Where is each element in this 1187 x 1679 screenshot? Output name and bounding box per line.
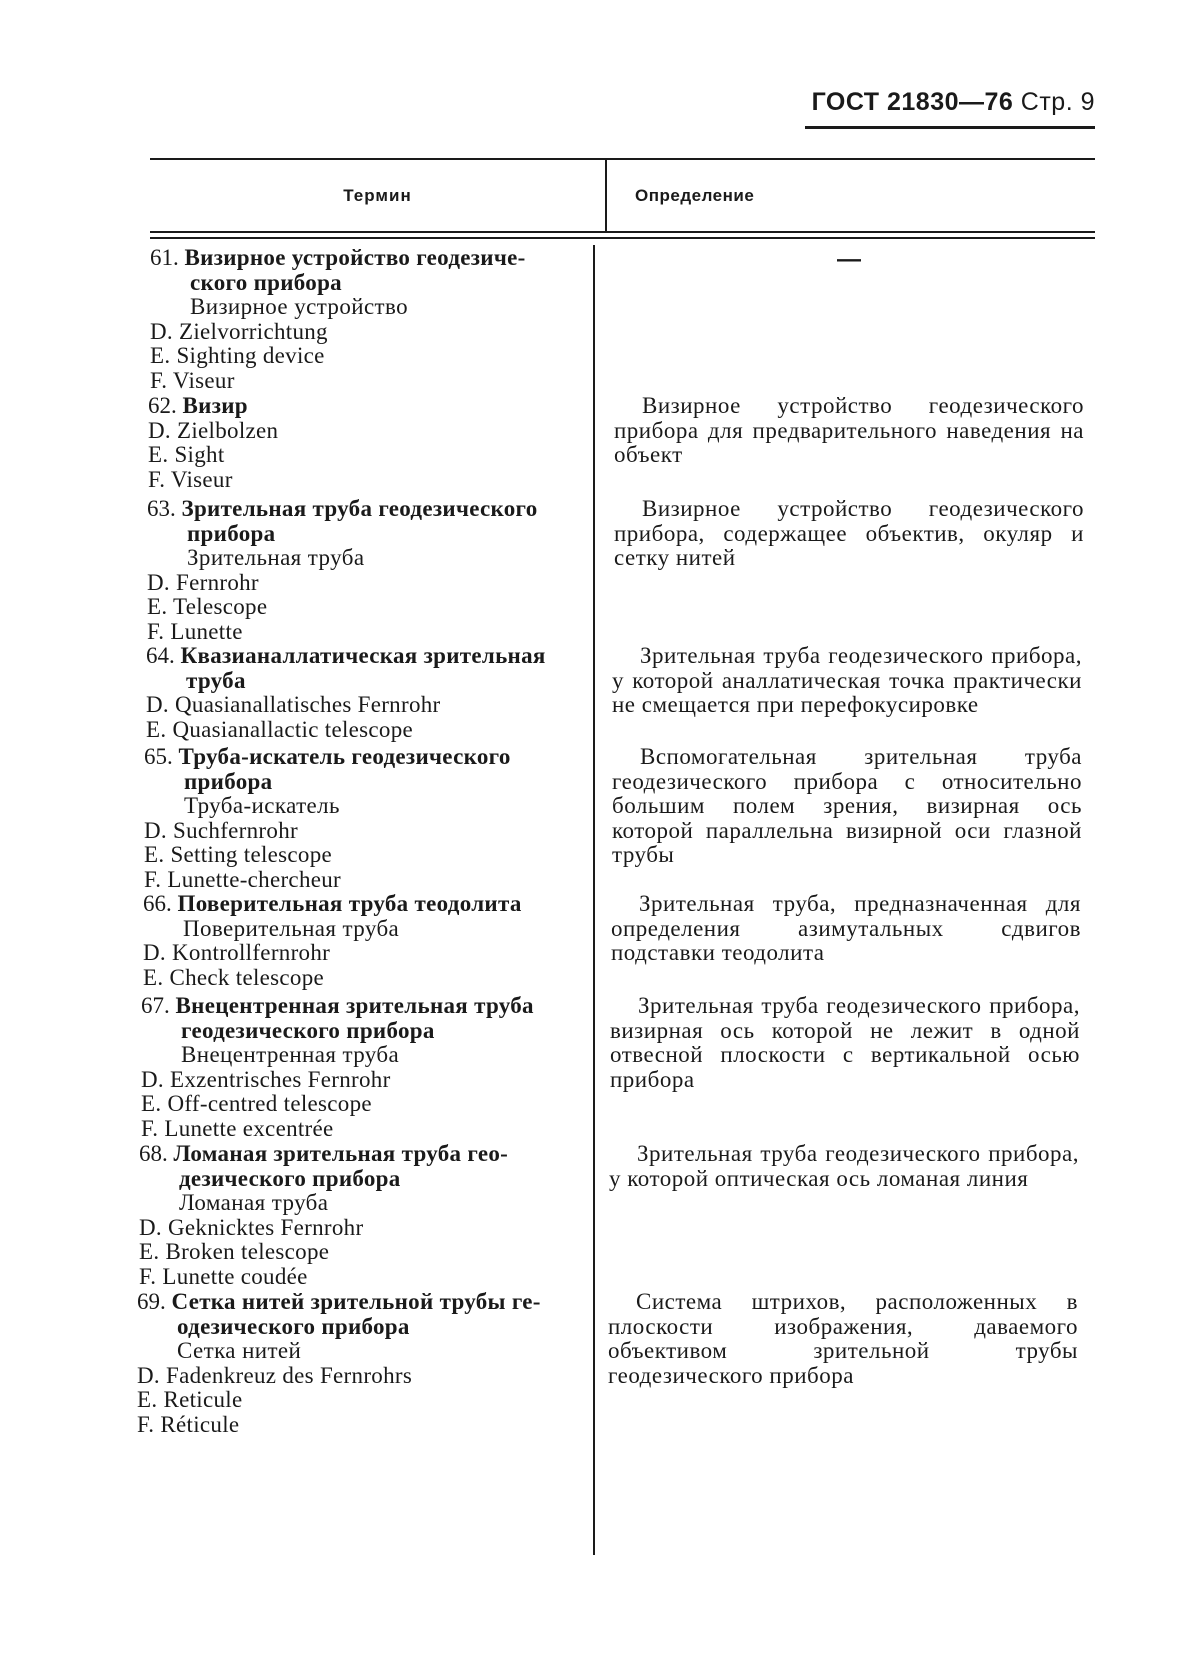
term-short-form: Зрительная труба [187,545,365,570]
term-short-form: Поверительная труба [183,915,400,941]
definition-text: Зрительная труба геодезического прибора, визирная ось которой не лежит в одной отвесной плоскости с вертикальной осью прибора [610,993,1080,1092]
term-cell [146,644,586,742]
page-number: Стр. 9 [1020,88,1095,116]
term-number: 64. [146,643,181,668]
foreign-equivalent: D. Kontrollfernrohr [143,940,331,965]
term-number: 62. [148,393,183,418]
term-heading [141,994,581,1019]
foreign-equivalent: F. Lunette coudée [139,1263,308,1289]
term-heading-continuation [147,522,587,547]
term-cell [141,994,581,1141]
term-name: геодезического прибора [181,1017,435,1043]
term-heading [146,644,586,669]
term-name: одезического прибора [177,1313,410,1339]
foreign-equivalent: E. Off-centred telescope [141,1091,372,1116]
term-cell [147,497,587,644]
foreign-equivalent: F. Viseur [150,367,235,393]
foreign-equivalent: D. Fadenkreuz des Fernrohrs [137,1362,413,1388]
definition-dash: — [837,246,861,273]
term-number: 68. [139,1141,174,1166]
term-cell [137,1290,577,1437]
foreign-equivalent: E. Sighting device [150,343,325,368]
foreign-equivalent: E. Broken telescope [139,1239,330,1264]
term-name: Визир [182,393,248,418]
term-name: Визирное устройство геодезиче- [184,245,526,270]
foreign-equivalent: E. Quasianallactic telescope [146,716,414,742]
term-column-header: Термин [343,186,412,205]
term-number: 61. [150,245,185,270]
term-name: Ломаная зрительная труба гео- [173,1141,509,1166]
definition-text: Зрительная труба, предназначенная для определения азимутальных сдвигов подставки теодолита [611,891,1081,965]
term-cell [144,745,584,892]
term-heading-continuation [137,1315,577,1340]
term-short-form: Ломаная труба [179,1190,329,1215]
foreign-equivalent: E. Check telescope [143,964,325,990]
term-heading [139,1142,579,1167]
foreign-equivalent: F. Lunette-chercheur [144,866,342,892]
foreign-equivalent: E. Setting telescope [144,842,333,867]
foreign-equivalent: D. Fernrohr [147,569,259,595]
term-heading-continuation [150,271,590,296]
foreign-equivalent: E. Telescope [147,594,268,619]
foreign-equivalent: D. Exzentrisches Fernrohr [141,1066,391,1092]
foreign-equivalent: F. Réticule [137,1411,240,1437]
foreign-equivalent: F. Lunette [147,618,243,644]
term-name: дезического прибора [179,1165,401,1191]
term-number: 67. [141,993,176,1018]
term-name: Квазианаллатическая зрительная [180,643,546,668]
foreign-equivalent: D. Zielbolzen [148,417,279,443]
foreign-equivalent: F. Lunette excentrée [141,1115,334,1141]
term-heading [144,745,584,770]
foreign-equivalent: E. Sight [148,442,225,467]
term-number: 65. [144,744,179,769]
term-name: Сетка нитей зрительной трубы ге- [171,1289,541,1314]
definition-text: Вспомогательная зрительная труба геодезического прибора с относительно большим полем зрения, визирная ось которой параллельна визирной оси глазной трубы [612,744,1082,867]
term-heading-continuation [141,1019,581,1044]
definition-text: Зрительная труба геодезического прибора, у которой оптическая ось ломаная линия [609,1141,1079,1191]
term-name: Внецентренная зрительная труба [175,993,534,1018]
foreign-equivalent: D. Suchfernrohr [144,817,298,843]
term-cell [148,394,588,492]
term-heading [147,497,587,522]
term-short-form: Труба-искатель [184,793,340,818]
term-heading [148,394,588,419]
foreign-equivalent: D. Quasianallatisches Fernrohr [146,692,441,717]
term-heading-continuation [144,770,584,795]
definition-text: Визирное устройство геодезического прибора, содержащее объектив, окуляр и сетку нитей [614,496,1084,570]
term-short-form: Сетка нитей [177,1338,302,1363]
term-number: 63. [147,496,182,521]
definition-text: Визирное устройство геодезического прибора для предварительного наведения на объект [614,393,1084,467]
term-cell [143,892,583,990]
term-name: прибора [184,768,273,794]
definition-text: Система штрихов, расположенных в плоскости изображения, даваемого объективом зрительной трубы геодезического прибора [608,1289,1078,1388]
term-heading [143,892,583,917]
term-short-form: Визирное устройство [190,294,409,319]
foreign-equivalent: D. Geknicktes Fernrohr [139,1214,364,1240]
term-number: 69. [137,1289,172,1314]
term-cell [139,1142,579,1289]
term-heading-continuation [146,669,586,694]
foreign-equivalent: F. Viseur [148,466,233,492]
definition-column-header: Определение [635,186,755,205]
foreign-equivalent: D. Zielvorrichtung [150,318,328,344]
term-short-form: Внецентренная труба [181,1042,400,1067]
standard-number: ГОСТ 21830—76 [811,88,1014,116]
term-name: Труба-искатель геодезического [178,744,511,769]
term-name: прибора [187,520,276,546]
term-heading-continuation [139,1167,579,1192]
term-heading [150,246,590,271]
term-name: Поверительная труба теодолита [177,891,522,916]
term-number: 66. [143,891,178,916]
foreign-equivalent: E. Reticule [137,1387,243,1412]
term-name: Зрительная труба геодезического [181,496,538,521]
term-cell [150,246,590,393]
term-name: труба [186,667,246,693]
term-name: ского прибора [190,269,342,295]
definition-text: Зрительная труба геодезического прибора, у которой аналлатическая точка практически не смещается при перефокусировке [612,643,1082,717]
term-heading [137,1290,577,1315]
